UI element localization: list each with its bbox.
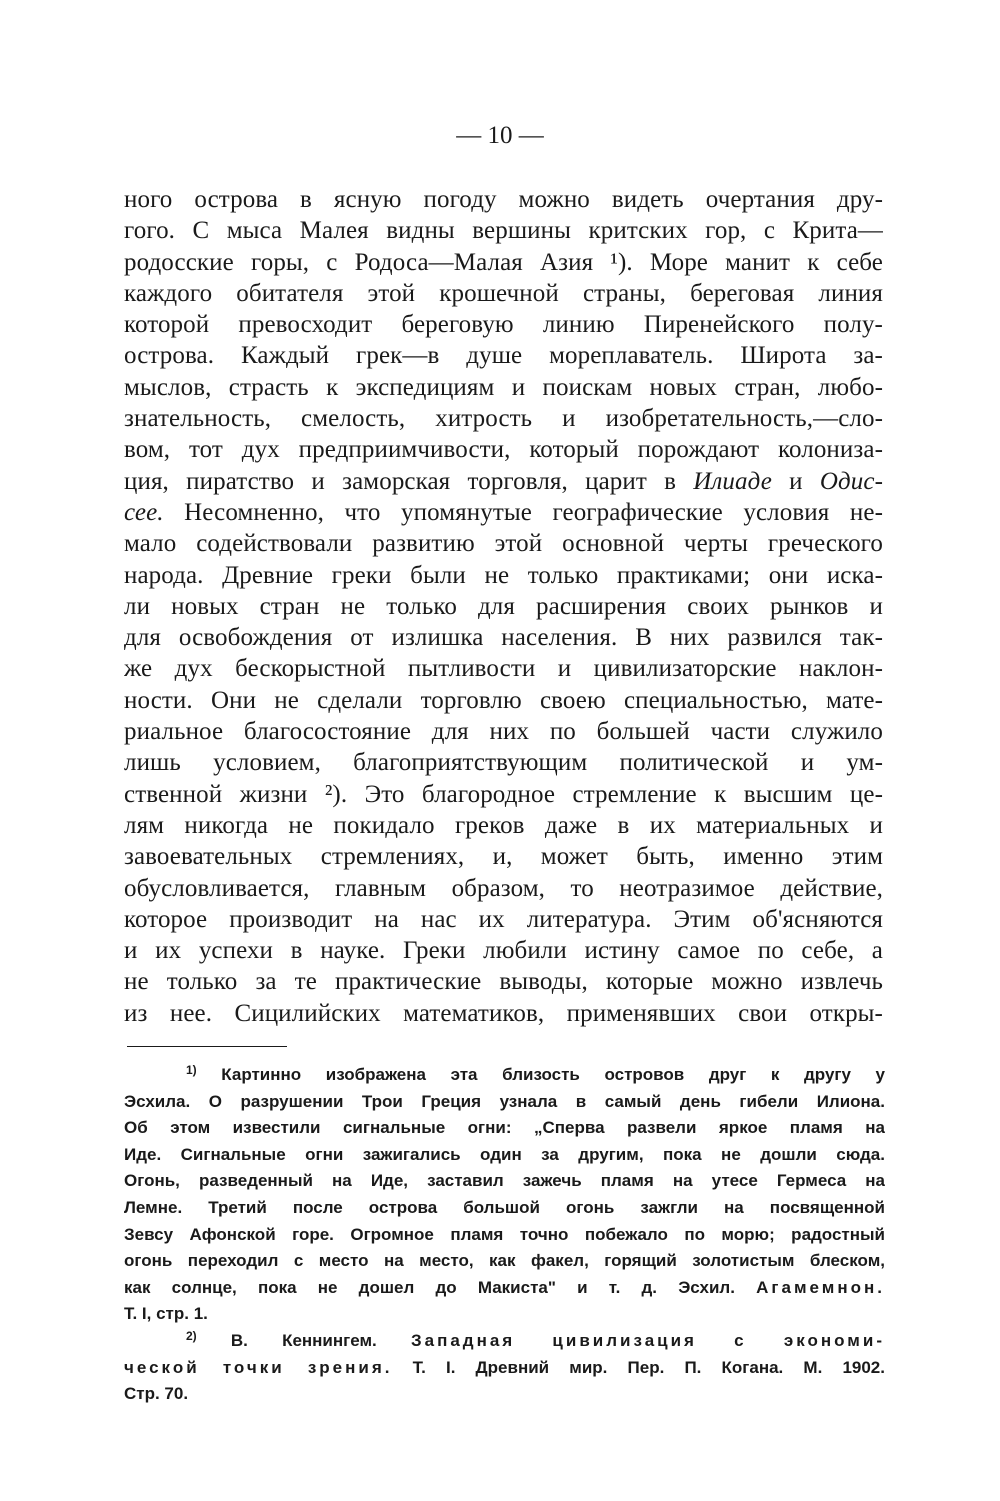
work-title-western-civilization: Западная цивилизация с экономи-	[410, 1330, 885, 1350]
text-line: которой превосходит береговую линию Пиренейского полу-	[124, 311, 883, 339]
text-run: и	[771, 467, 820, 495]
text-run: Т. I. Древний мир. Пер. П. Когана. М. 1902.	[412, 1357, 885, 1377]
text-line: завоевательных стремлениях, и, может быть, именно этим	[124, 843, 883, 871]
book-title-odyssey-end: сее.	[124, 498, 164, 526]
text-line: народа. Древние греки были не только практиками; они иска-	[124, 561, 883, 589]
footnote-1-line: Иде. Сигнальные огни зажигались один за другим, пока не дошли сюда.	[124, 1144, 885, 1164]
text-run: В. Кеннингем.	[230, 1330, 377, 1350]
text-line: родосские горы, с Родоса—Малая Азия ¹). Море манит к себе	[124, 248, 883, 276]
footnote-2-line	[124, 1355, 885, 1382]
text-line: вом, тот дух предприимчивости, который порождают колониза-	[124, 436, 883, 464]
text-line: риальное благосостояние для них по большей части служило	[124, 718, 883, 746]
text-line: мало содействовали развитию этой основной черты греческого	[124, 530, 883, 558]
text-line: не только за те практические выводы, которые можно извлечь	[124, 968, 883, 996]
text-line: знательность, смелость, хитрость и изобретательность,—сло-	[124, 405, 883, 433]
footnote-2-line: Стр. 70.	[124, 1384, 189, 1404]
text-line-italic-mix	[124, 497, 883, 528]
text-run: ция, пиратство и заморская торговля, царит в	[124, 467, 694, 495]
footnote-1-marker: 1)	[186, 1063, 197, 1077]
footnote-1-line: Лемне. Третий после острова большой огонь зажгли на посвященной	[124, 1197, 885, 1217]
text-line: ственной жизни ²). Это благородное стремление к высшим це-	[124, 780, 883, 808]
footnote-1-line: Огонь, разведенный на Иде, заставил зажечь пламя на утесе Гермеса на	[124, 1171, 885, 1191]
text-run: Картинно изображена эта близость островов друг к другу у	[221, 1065, 885, 1084]
text-line: мыслов, страсть к экспедициям и поискам новых стран, любо-	[124, 373, 883, 401]
footnote-1-line	[124, 1275, 885, 1302]
page-number: — 10 —	[456, 122, 544, 149]
text-line: острова. Каждый грек—в душе мореплаватель. Широта за-	[124, 342, 883, 370]
book-title-odyssey: Одис-	[819, 467, 883, 495]
footnotes	[124, 1062, 885, 1408]
text-line: которое производит на нас их литература. Этим об'ясняются	[124, 905, 883, 933]
footnote-1-line: огонь переходил с место на место, как факел, горящий золотистым блеском,	[124, 1251, 885, 1271]
footnote-2-line	[124, 1328, 885, 1355]
text-line: из нее. Сицилийских математиков, применявших свои откры-	[124, 999, 883, 1027]
text-run: как солнце, пока не дошел до Макиста" и т. д. Эсхил.	[124, 1277, 735, 1297]
footnote-separator	[127, 1046, 287, 1047]
text-line: же дух бескорыстной пытливости и цивилизаторские наклон-	[124, 655, 883, 683]
text-line: гого. С мыса Малея видны вершины критских гор, с Крита—	[124, 217, 883, 245]
work-title-continued: ческой точки зрения.	[124, 1357, 393, 1377]
text-line: для освобождения от излишка населения. В них развился так-	[124, 624, 883, 652]
text-line-italic-mix	[124, 466, 883, 497]
work-title-agamemnon: Агамемнон.	[756, 1277, 885, 1297]
footnote-2-marker: 2)	[186, 1328, 197, 1343]
text-line: и их успехи в науке. Греки любили истину самое по себе, а	[124, 937, 883, 965]
text-line: ли новых стран не только для расширения своих рынков и	[124, 592, 883, 620]
text-line: лям никогда не покидало греков даже в их материальных и	[124, 811, 883, 839]
text-run: Несомненно, что упомянутые географические условия не-	[163, 498, 883, 526]
text-line: обусловливается, главным образом, то неотразимое действие,	[124, 874, 883, 902]
footnote-1-line: Об этом известили сигнальные огни: „Сперва развели яркое пламя на	[124, 1118, 885, 1138]
text-line: лишь условием, благоприятствующим политической и ум-	[124, 749, 883, 777]
footnote-1-line: Т. I, стр. 1.	[124, 1304, 208, 1324]
footnote-1-line: Эсхила. О разрушении Трои Греция узнала в самый день гибели Илиона.	[124, 1091, 885, 1111]
main-text	[124, 184, 883, 1029]
footnote-1-line: Зевсу Афонской горе. Огромное пламя точно побежало по морю; радостный	[124, 1224, 885, 1244]
text-line: ного острова в ясную погоду можно видеть очертания дру-	[124, 186, 883, 213]
text-line: ности. Они не сделали торговлю своею специальностью, мате-	[124, 686, 883, 714]
book-title-iliad: Илиаде	[693, 467, 772, 495]
footnote-1-line	[124, 1062, 885, 1089]
text-line: каждого обитателя этой крошечной страны, береговая линия	[124, 279, 883, 307]
